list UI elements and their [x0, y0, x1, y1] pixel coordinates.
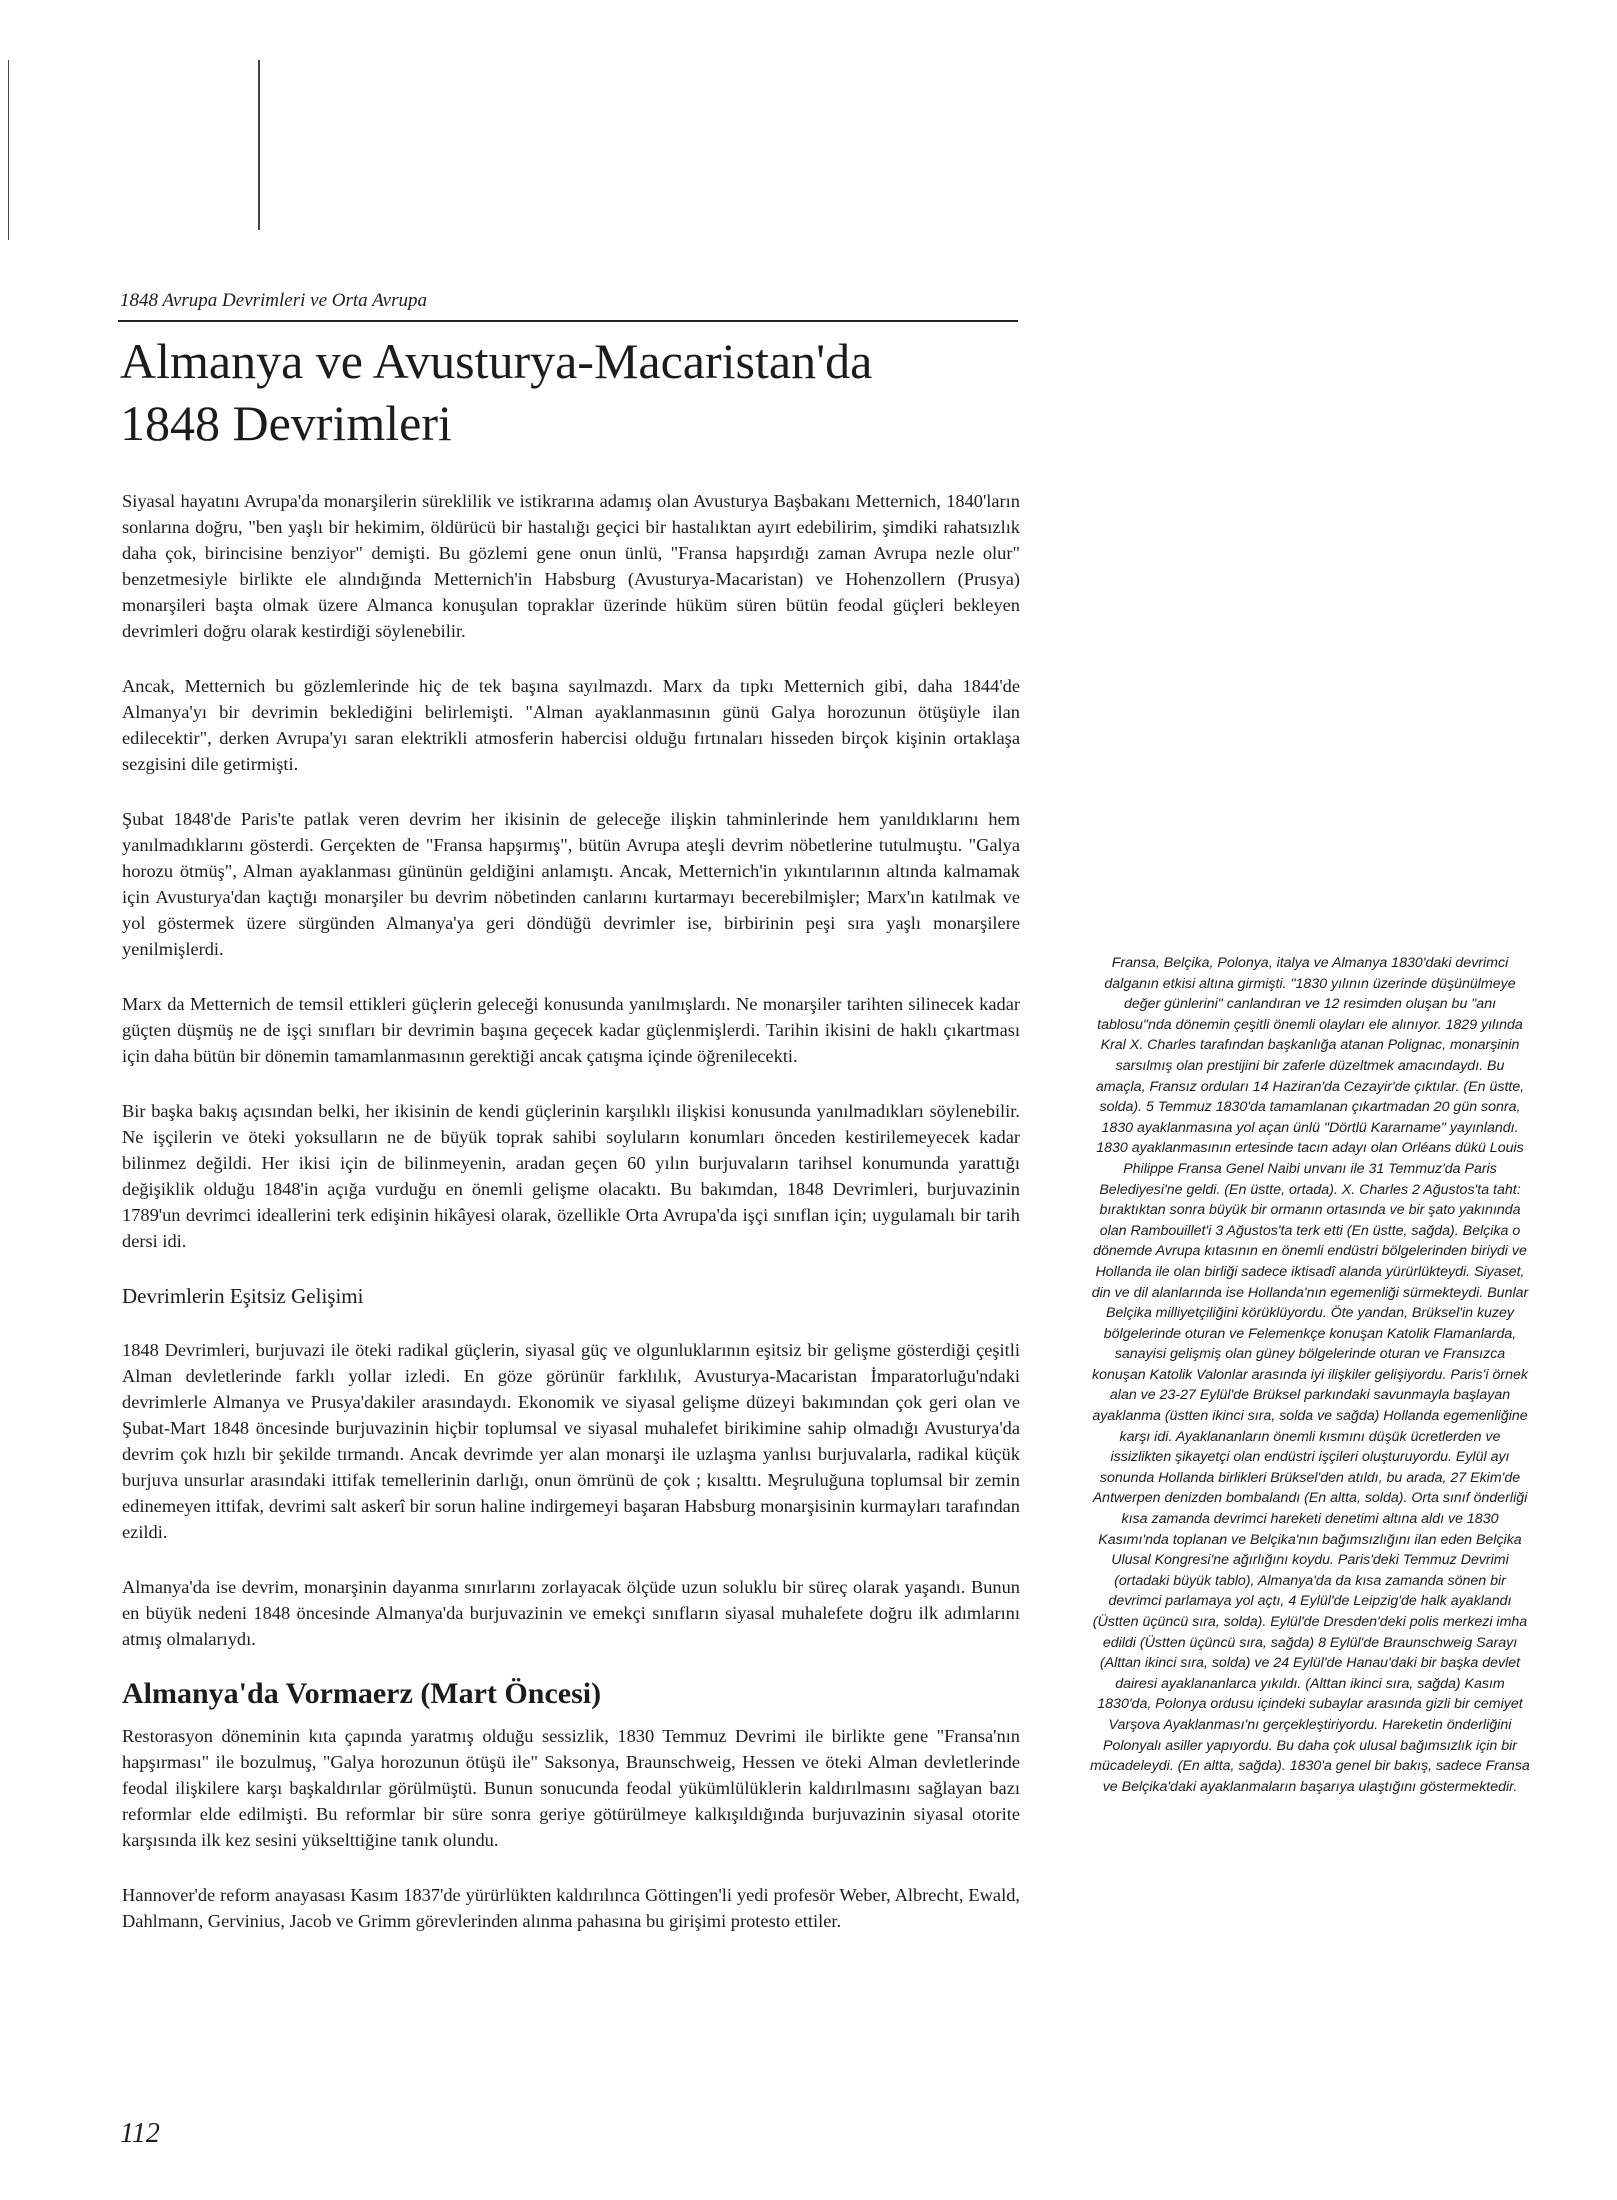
- margin-mark: [258, 60, 260, 230]
- paragraph: 1848 Devrimleri, burjuvazi ile öteki radikal güçlerin, siyasal güç ve olgunluklarının eşitsiz bir gelişme gösterdiği çeşitli Alman devletlerinde farklı yollar izledi. En göze görünür farklılık, Avusturya-Macaristan İmparatorluğu'ndaki devrimlerle Almanya ve Prusya'dakiler arasındaydı. Ekonomik ve siyasal gelişme düzeyi bakımından çok geri olan ve Şubat-Mart 1848 öncesinde burjuvazinin hiçbir toplumsal ve siyasal muhalefet birikimine sahip olmadığı Avusturya'da devrim çok hızlı bir şekilde tırmandı. Ancak devrimde yer alan monarşi ile uzlaşma yanlısı burjuvalarla, radikal küçük burjuva unsurlar arasındaki ittifak temellerinin darlığı, onun ömrünü de çok ; kısalttı. Meşruluğuna toplumsal bir zemin edinemeyen ittifak, devrimi salt askerî bir sorun haline indirgemeyi başaran Habsburg monarşisinin kurmayları tarafından ezildi.: [122, 1340, 1020, 1542]
- subheading: Devrimlerin Eşitsiz Gelişimi: [122, 1284, 364, 1308]
- paragraph: Almanya'da ise devrim, monarşinin dayanma sınırlarını zorlayacak ölçüde uzun soluklu bir süreç olarak yaşandı. Bunun en büyük nedeni 1848 öncesinde Almanya'da burjuvazinin ve emekçi sınıfların siyasal muhalefete doğru ilk adımlarını atmış olmalarıydı.: [122, 1577, 1020, 1649]
- page-number: 112: [120, 2118, 160, 2149]
- chapter-title: [120, 330, 1020, 454]
- paragraph: Şubat 1848'de Paris'te patlak veren devrim her ikisinin de geleceğe ilişkin tahminlerinde hem yanıldıklarını hem yanılmadıklarını gösterdi. Gerçekten de "Fransa hapşırmış", bütün Avrupa ateşli devrim nöbetlerine tutulmuştu. "Galya horozu ötmüş", Alman ayaklanması gününün geldiğini anlamıştı. Ancak, Metternich'in yıkıntılarının altında kalmamak için Avusturya'dan kaçtığı monarşiler bu devrim nöbetinden canlarını kurtarmayı becerebilmişler; Marx'ın katılmak ve yol göstermek üzere sürgünden Almanya'ya geri döndüğü devrimler ise, birbirinin peşi sıra yaşlı monarşilere yenilmişlerdi.: [122, 809, 1020, 959]
- section-title: Almanya'da Vormaerz (Mart Öncesi): [122, 1677, 602, 1710]
- header-rule: [118, 320, 1018, 322]
- paragraph: Marx da Metternich de temsil ettikleri güçlerin geleceği konusunda yanılmışlardı. Ne monarşiler tarihten silinecek kadar güçten düşmüş ne de işçi sınıfları bir devrimin başına geçecek kadar güçlenmişlerdi. Tarihin ikisini de haklı çıkartması için daha bütün bir dönemin tamamlanmasının gerektiği ancak çatışma içinde öğrenilecekti.: [122, 994, 1020, 1066]
- paragraph: Ancak, Metternich bu gözlemlerinde hiç de tek başına sayılmazdı. Marx da tıpkı Metternich gibi, daha 1844'de Almanya'yı bir devrimin beklediğini belirlemişti. "Alman ayaklanmasının günü Galya horozunun ötüşüyle ilan edilecektir", derken Avrupa'yı saran elektrikli atmosferin habercisi olduğu fırtınaları hisseden birçok kişinin ortaklaşa sezgisini dile getirmişti.: [122, 676, 1020, 774]
- chapter-title-line-2: 1848 Devrimleri: [120, 395, 452, 451]
- paragraph: Siyasal hayatını Avrupa'da monarşilerin süreklilik ve istikrarına adamış olan Avusturya Başbakanı Metternich, 1840'ların sonlarına doğru, "ben yaşlı bir hekimim, öldürücü bir hastalığı geçici bir hastalıktan ayırt edebilirim, şimdiki rahatsızlık daha çok, birincisine benziyor" demişti. Bu gözlemi gene onun ünlü, "Fransa hapşırdığı zaman Avrupa nezle olur" benzetmesiyle birlikte ele alındığında Metternich'in Habsburg (Avusturya-Macaristan) ve Hohenzollern (Prusya) monarşileri başta olmak üzere Almanca konuşulan topraklar üzerinde hüküm süren bütün feodal güçleri bekleyen devrimleri doğru olarak kestirdiği söylenebilir.: [122, 491, 1020, 641]
- paragraph: Hannover'de reform anayasası Kasım 1837'de yürürlükten kaldırılınca Göttingen'li yedi profesör Weber, Albrecht, Ewald, Dahlmann, Gervinius, Jacob ve Grimm görevlerinden alınma pahasına bu girişimi protesto ettiler.: [122, 1885, 1020, 1931]
- chapter-title-line-1: Almanya ve Avusturya-Macaristan'da: [120, 333, 873, 389]
- paragraph: Restorasyon döneminin kıta çapında yaratmış olduğu sessizlik, 1830 Temmuz Devrimi ile birlikte gene "Fransa'nın hapşırması" ile bozulmuş, "Galya horozunun ötüşü ile" Saksonya, Braunschweig, Hessen ve öteki Alman devletlerinde feodal ilişkilere karşı başkaldırılar görülmüştü. Bunun sonucunda feodal yükümlülüklerin kaldırılmasını sağlayan bazı reformlar elde edilmişti. Bu reformlar bir süre sonra geriye götürülmeye kalkışıldığında burjuvazinin siyasal otorite karşısında ilk kez sesini yükselttiğine tanık olundu.: [122, 1726, 1020, 1850]
- image-caption: Fransa, Belçika, Polonya, italya ve Almanya 1830'daki devrimci dalganın etkisi altına girmişti. "1830 yılının üzerinde düşünülmeye değer günlerini" canlandıran ve 12 resimden oluşan bu "anı tablosu"nda dönemin çeşitli önemli olayları ele alınıyor. 1829 yılında Kral X. Charles tarafından başkanlığa atanan Polignac, monarşinin sarsılmış olan prestijini bir zaferle düzeltmek amacındaydı. Bu amaçla, Fransız orduları 14 Haziran'da Cezayir'de çıktılar. (En üstte, solda). 5 Temmuz 1830'da tamamlanan çıkartmadan 20 gün sonra, 1830 ayaklanmasına yol açan ünlü "Dörtlü Kararname" yayınlandı. 1830 ayaklanmasının ertesinde tacın adayı olan Orléans dükü Louis Philippe Fransa Genel Naibi unvanı ile 31 Temmuz'da Paris Belediyesi'ne geldi. (En üstte, ortada). X. Charles 2 Ağustos'ta taht: bıraktıktan sonra büyük bir ormanın ortasında ve bir şato yakınında olan Rambouillet'i 3 Ağustos'ta terk etti (En üstte, sağda). Belçika o dönemde Avrupa kıtasının en önemli endüstri bölgelerinden biriydi ve Hollanda ile olan birliği sadece iktisadî alanda yürürlükteydi. Siyaset, din ve dil alanlarında ise Hollanda'nın egemenliği sürmekteydi. Bunlar Belçika milliyetçiliğini körüklüyordu. Öte yandan, Brüksel'in kuzey bölgelerinde oturan ve Felemenkçe konuşan Katolik Flamanlarda, sanayisi gelişmiş olan güney bölgelerinde oturan ve Fransızca konuşan Katolik Valonlar arasında iyi ilişkiler gelişiyordu. Paris'i örnek alan ve 23-27 Eylül'de Brüksel parkındaki savunmayla başlayan ayaklanma (üstten ikinci sıra, solda ve sağda) Hollanda egemenliğine karşı idi. Ayaklananların önemli kısmını düşük ücretlerden ve issizlikten şikayetçi olan endüstri işçileri oluşturuyordu. Eylül ayı sonunda Hollanda birlikleri Brüksel'den atıldı, bu arada, 27 Ekim'de Antwerpen denizden bombalandı (En altta, solda). Orta sınıf önderliği kısa zamanda devrimci hareketi denetimi altına aldı ve 1830 Kasımı'nda toplanan ve Belçika'nın bağımsızlığını ilan eden Belçika Ulusal Kongresi'ne ağırlığını koydu. Paris'deki Temmuz Devrimi (ortadaki büyük tablo), Almanya'da da kısa zamanda sönen bir devrimci parlamaya yol açtı, 4 Eylül'de Leipzig'de halk ayaklandı (Üstten üçüncü sıra, solda). Eylül'de Dresden'deki polis merkezi imha edildi (Üstten üçüncü sıra, sağda) 8 Eylül'de Braunschweig Sarayı (Alttan ikinci sıra, solda) ve 24 Eylül'de Hanau'daki bir başka devlet dairesi ayaklananlarca yıkıldı. (Alttan ikinci sıra, sağda) Kasım 1830'da, Polonya ordusu içindeki subaylar arasında gizli bir cemiyet Varşova Ayaklanması'nı gerçekleştiriyordu. Hareketin önderliğini Polonyalı asiller yapıyordu. Bu daha çok ulusal bağımsızlık için bir mücadeleydi. (En altta, sağda). 1830'a genel bir bakış, sadece Fransa ve Belçika'daki ayaklanmaların başarıya ulaştığını göstermektedir.: [1090, 955, 1530, 1795]
- margin-mark: [8, 60, 9, 240]
- paragraph: Bir başka bakış açısından belki, her ikisinin de kendi güçlerinin karşılıklı ilişkisi konusunda yanılmadıkları söylenebilir. Ne işçilerin ve öteki yoksulların ne de büyük toprak sahibi soyluların konumları önceden kestirilemeyecek kadar bilinmez değildi. Her ikisi için de bilinmeyenin, aradan geçen 60 yılın burjuvaların tarihsel konumunda yarattığı değişiklik olduğu 1848'in açığa vurduğu en önemli gelişme olacaktı. Bu bakımdan, 1848 Devrimleri, burjuvazinin 1789'un devrimci ideallerini terk edişinin hikâyesi olarak, özellikle Orta Avrupa'da işçi sınıflan için; uygulamalı bir tarih dersi idi.: [122, 1101, 1020, 1251]
- running-head: 1848 Avrupa Devrimleri ve Orta Avrupa: [120, 290, 427, 311]
- body-text: [122, 488, 1020, 1963]
